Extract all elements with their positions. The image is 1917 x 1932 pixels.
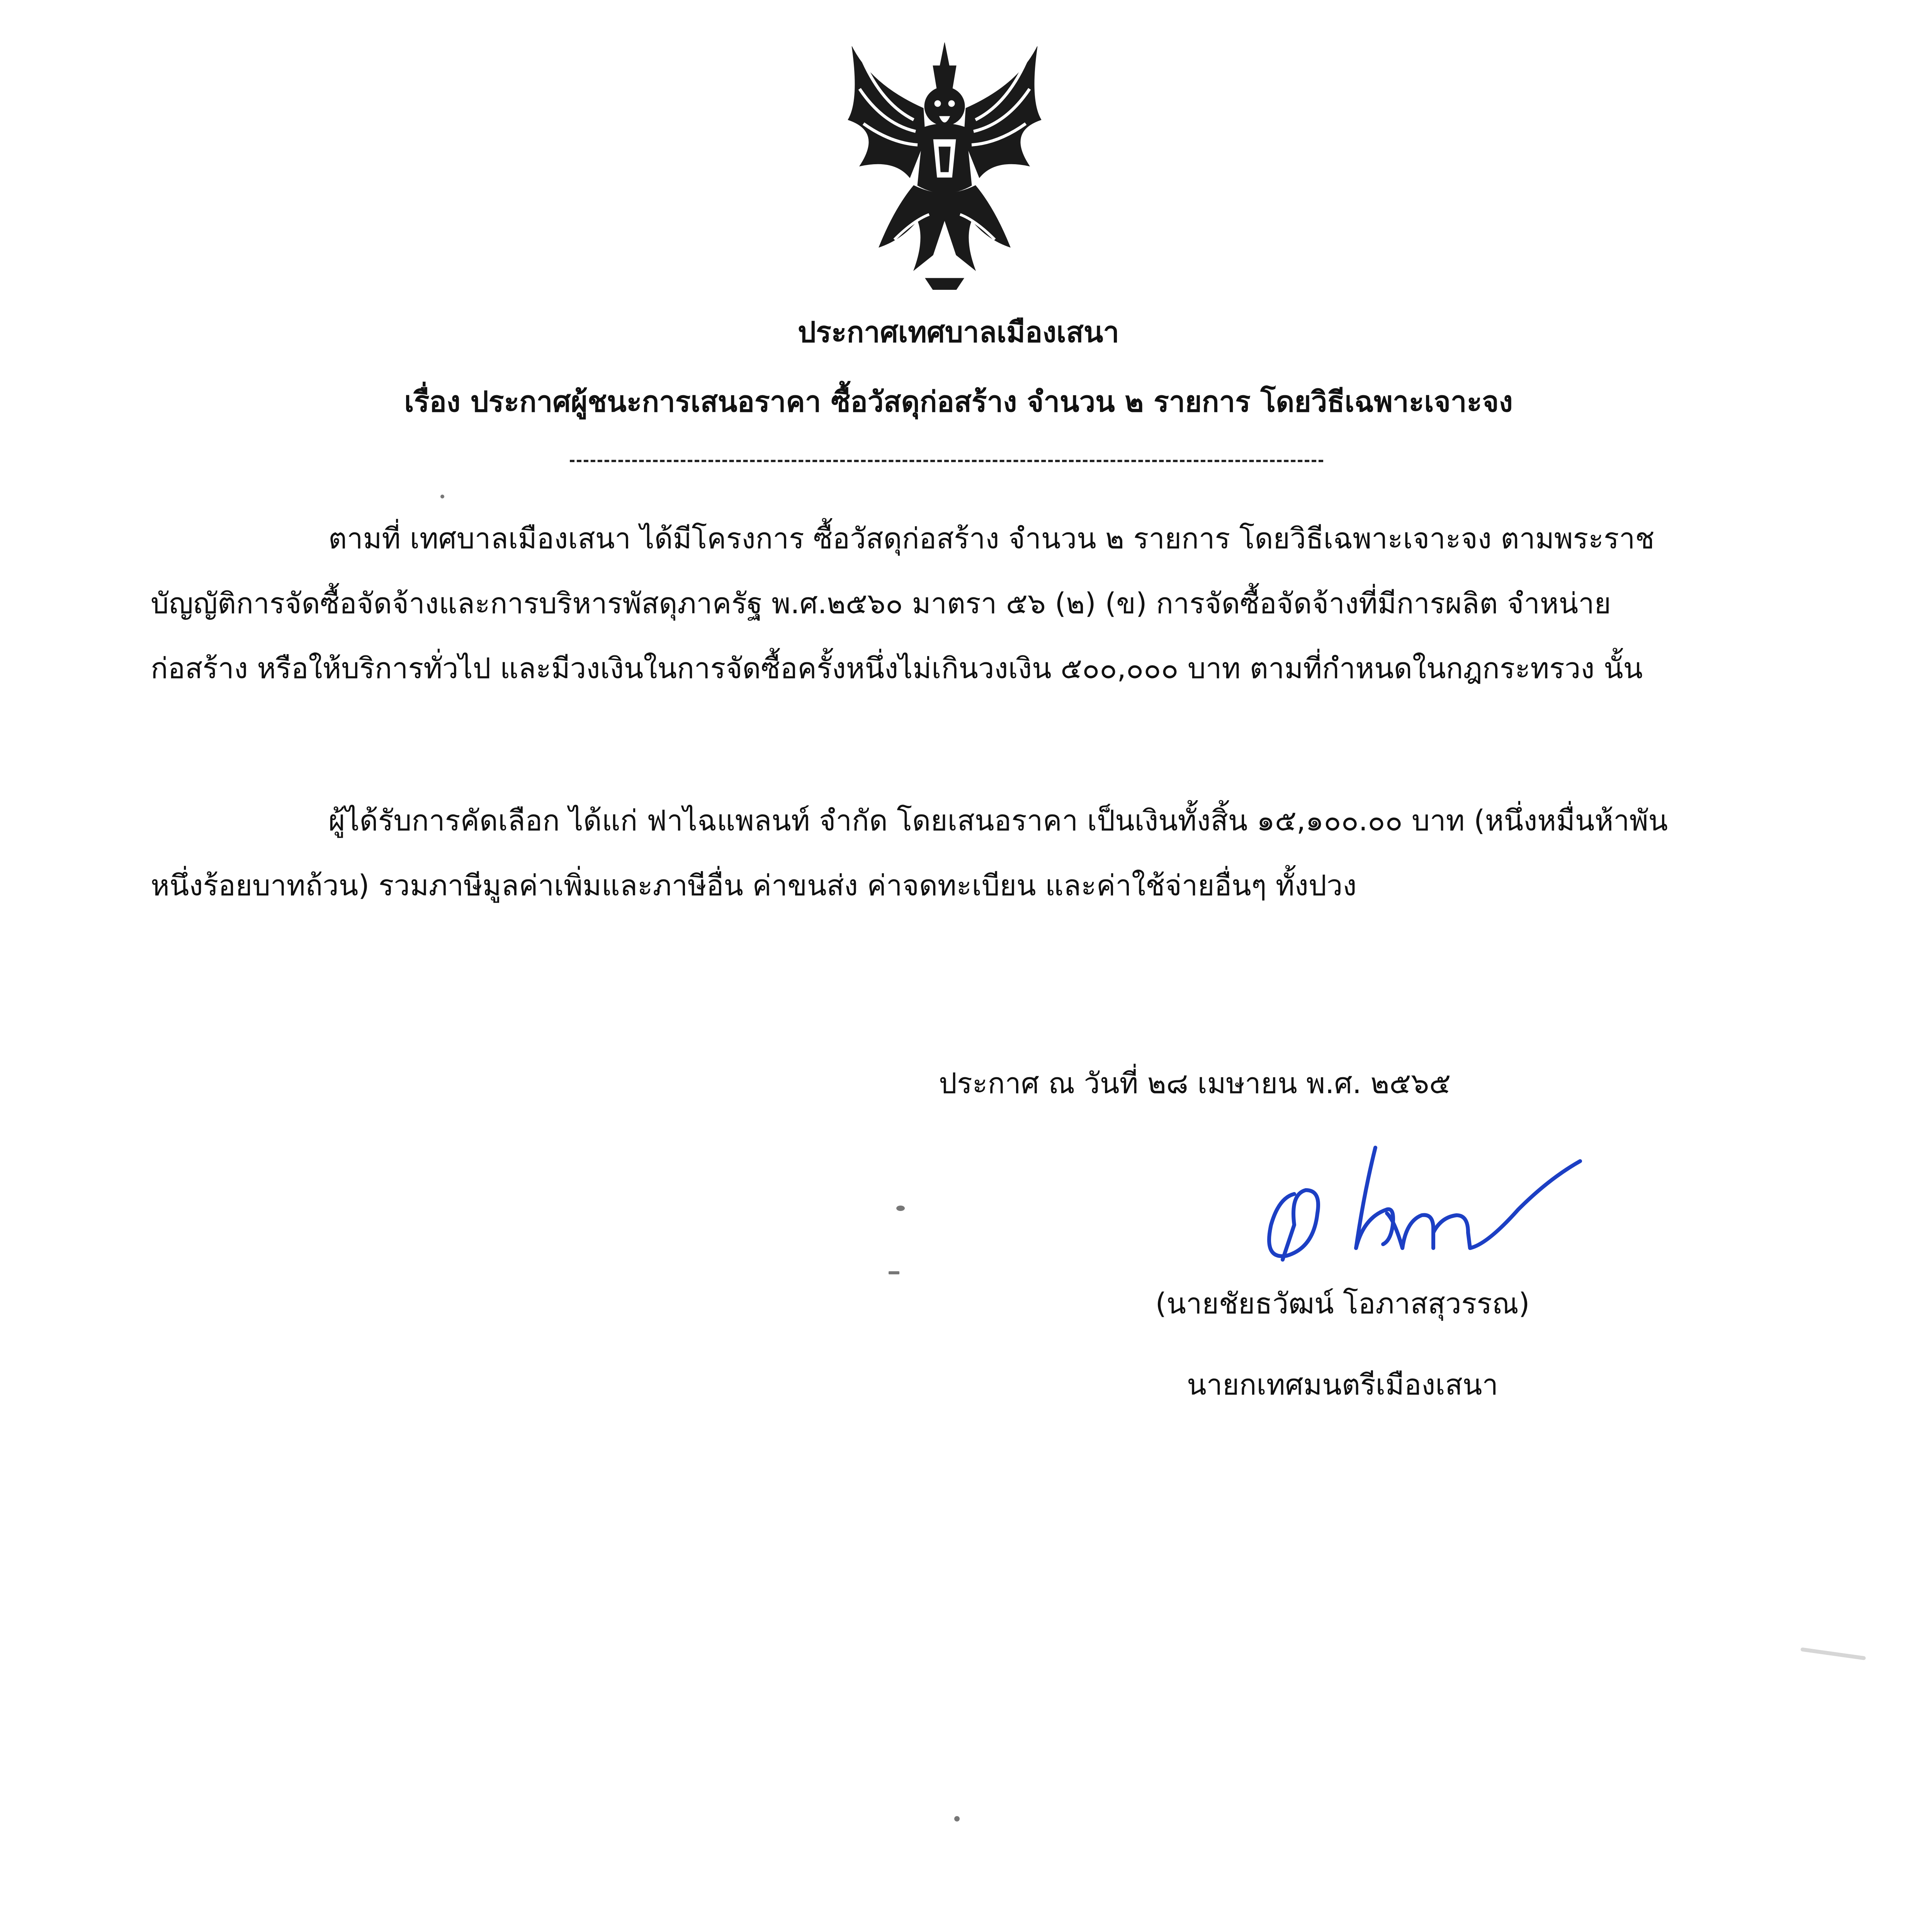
document-subject: เรื่อง ประกาศผู้ชนะการเสนอราคา ซื้อวัสดุก่อสร้าง จำนวน ๒ รายการ โดยวิธีเฉพาะเจาะจง [404, 385, 1513, 418]
signer-name: (นายชัยธวัฒน์ โอภาสสุวรรณ) [1155, 1287, 1530, 1320]
handwritten-signature [1248, 1132, 1588, 1279]
body-paragraph-2: ผู้ได้รับการคัดเลือก ได้แก่ ฟาไฉแพลนท์ จำกัด โดยเสนอราคา เป็นเงินทั้งสิ้น ๑๕,๑๐๐.๐๐ บาท (หนึ่งหมื่นห้าพันหนึ่งร้อยบาทถ้วน) รวมภาษีมูลค่าเพิ่มและภาษีอื่น ค่าขนส่ง ค่าจดทะเบียน และค่าใช้จ่ายอื่นๆ ทั้งปวง [151, 804, 1668, 902]
signer-title: นายกเทศมนตรีเมืองเสนา [1187, 1368, 1498, 1401]
garuda-emblem-icon [836, 39, 1053, 290]
scan-speck [896, 1206, 905, 1211]
body-paragraph-1: ตามที่ เทศบาลเมืองเสนา ได้มีโครงการ ซื้อวัสดุก่อสร้าง จำนวน ๒ รายการ โดยวิธีเฉพาะเจาะจง ตามพระราชบัญญัติการจัดซื้อจัดจ้างและการบริหารพัสดุภาครัฐ พ.ศ.๒๕๖๐ มาตรา ๕๖ (๒) (ข) การจัดซื้อจัดจ้างที่มีการผลิต จำหน่าย ก่อสร้าง หรือให้บริการทั่วไป และมีวงเงินในการจัดซื้อครั้งหนึ่งไม่เกินวงเงิน ๕๐๐,๐๐๐ บาท ตามที่กำหนดในกฎกระทรวง นั้น [151, 522, 1655, 685]
title-divider [570, 460, 1323, 462]
announcement-date: ประกาศ ณ วันที่ ๒๘ เมษายน พ.ศ. ๒๕๖๕ [939, 1067, 1451, 1100]
document-title: ประกาศเทศบาลเมืองเสนา [798, 316, 1119, 349]
scan-streak [1800, 1647, 1866, 1660]
scan-speck [440, 495, 444, 498]
scan-speck [889, 1271, 899, 1274]
scan-speck [954, 1816, 960, 1821]
